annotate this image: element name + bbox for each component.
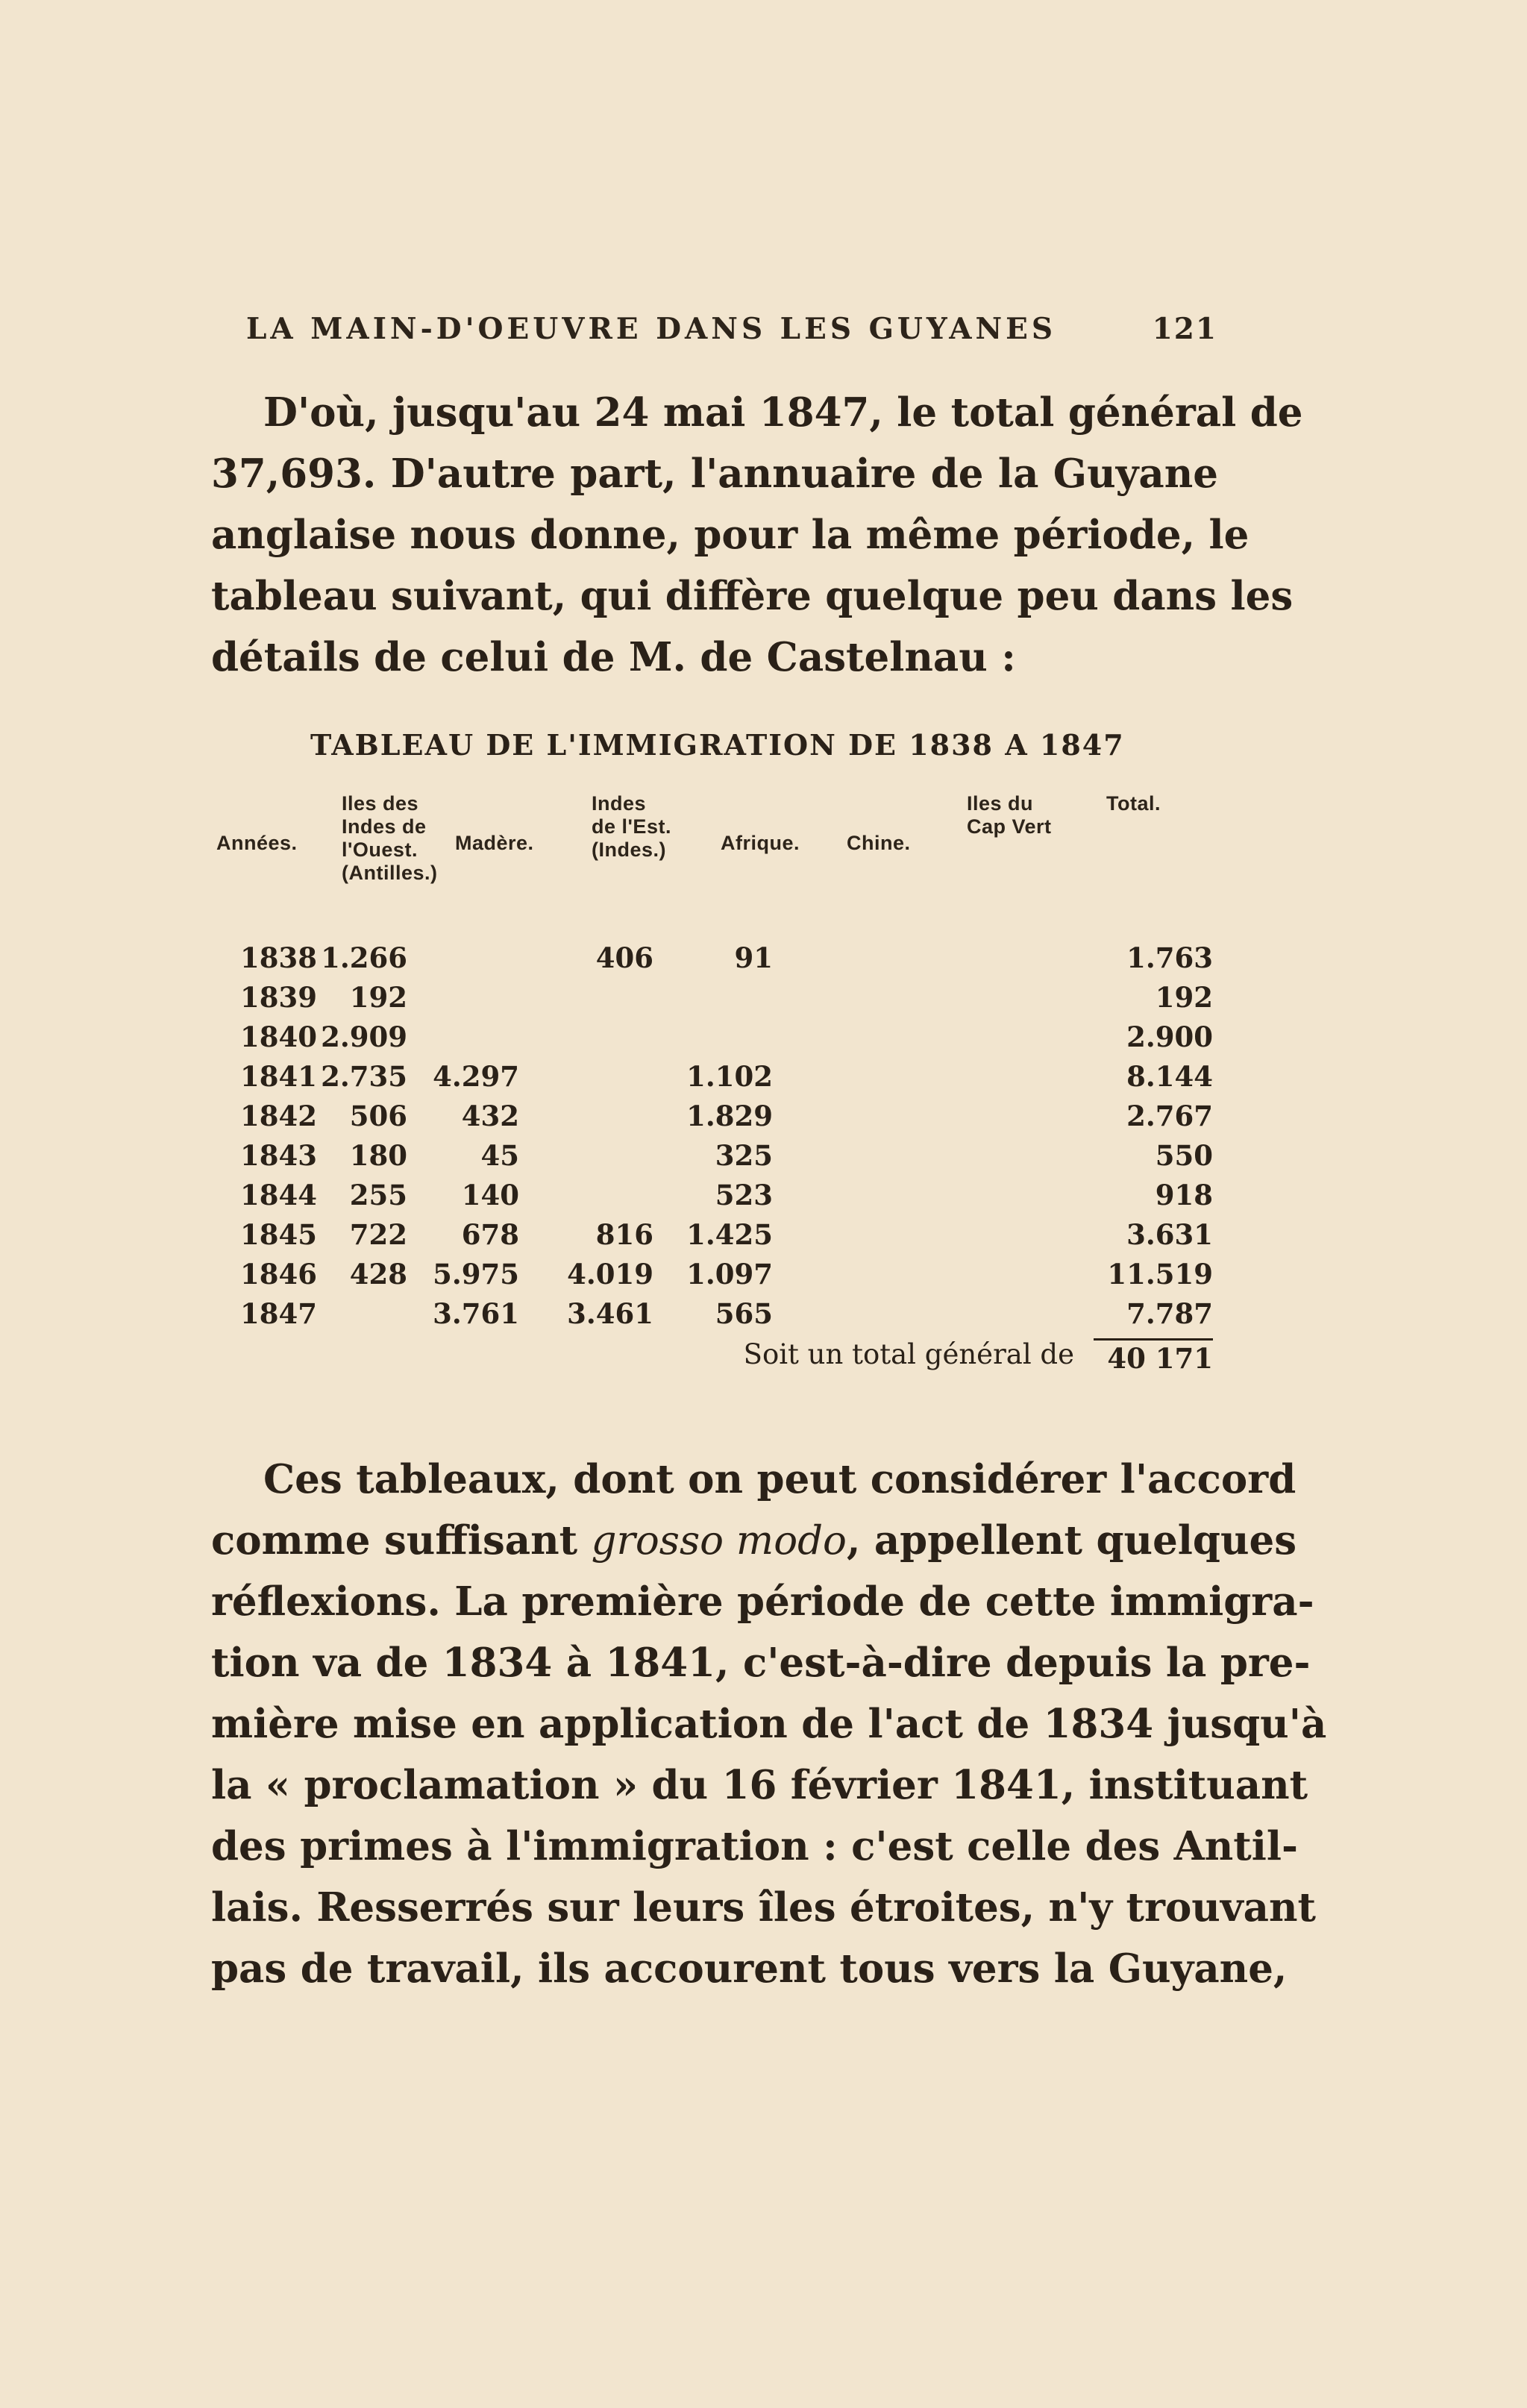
header-line: de l'Est. (592, 815, 671, 838)
header-total: Total. (1106, 792, 1161, 815)
antilles-cell: 192 (349, 981, 407, 1014)
text-segment: lais. Resserrés sur leurs îles étroites, n'y trouvant (211, 1884, 1316, 1931)
indes-cell: 3.461 (567, 1297, 653, 1330)
text-line (211, 1632, 1311, 1693)
indes-cell: 816 (595, 1218, 653, 1251)
antilles-cell: 2.735 (321, 1060, 407, 1093)
total-cell: 11.519 (1107, 1258, 1213, 1291)
body-paragraph (211, 1449, 1327, 1999)
antilles-cell: 722 (349, 1218, 407, 1251)
grand-total-label: Soit un total général de (743, 1338, 1074, 1370)
header-line: (Antilles.) (342, 862, 438, 884)
year-cell: 1847 (240, 1297, 317, 1330)
header-antilles (342, 792, 438, 885)
text-line (211, 1816, 1299, 1877)
text-line: détails de celui de M. de Castelnau : (211, 634, 1016, 680)
italic-phrase: grosso modo (591, 1518, 847, 1564)
table-row (216, 1100, 1213, 1139)
madere-cell: 4.297 (433, 1060, 519, 1093)
madere-cell: 3.761 (433, 1297, 519, 1330)
header-afrique: Afrique. (721, 832, 800, 854)
intro-paragraph (211, 382, 1303, 688)
text-line (211, 1693, 1327, 1755)
text-segment: réflexions. La première période de cette immigra- (211, 1578, 1314, 1625)
header-line: Cap Vert (967, 815, 1052, 838)
afrique-cell: 565 (715, 1297, 773, 1330)
table-row (216, 1179, 1213, 1218)
text-line (211, 1571, 1314, 1632)
total-cell: 3.631 (1126, 1218, 1213, 1251)
text-line: 37,693. D'autre part, l'annuaire de la Guyane (211, 451, 1218, 497)
madere-cell: 678 (461, 1218, 519, 1251)
madere-cell: 140 (461, 1179, 519, 1211)
header-cap-vert (967, 792, 1052, 838)
total-cell: 550 (1155, 1139, 1213, 1172)
total-cell: 7.787 (1126, 1297, 1213, 1330)
year-cell: 1845 (240, 1218, 317, 1251)
afrique-cell: 91 (734, 941, 773, 974)
antilles-cell: 428 (349, 1258, 407, 1291)
header-line: (Indes.) (592, 838, 667, 861)
header-line: Iles des (342, 792, 419, 815)
afrique-cell: 523 (715, 1179, 773, 1211)
year-cell: 1838 (240, 941, 317, 974)
table-row (216, 1297, 1213, 1337)
header-line: Iles du (967, 792, 1034, 815)
header-line: l'Ouest. (342, 838, 418, 861)
table-row (216, 1020, 1213, 1060)
text-segment: la « proclamation » du 16 février 1841, instituant (211, 1762, 1308, 1808)
text-segment: pas de travail, ils accourent tous vers la Guyane, (211, 1945, 1288, 1992)
antilles-cell: 180 (349, 1139, 407, 1172)
afrique-cell: 325 (715, 1139, 773, 1172)
text-line (211, 1449, 1296, 1510)
text-segment: comme suffisant (211, 1517, 592, 1564)
total-cell: 1.763 (1126, 941, 1213, 974)
text-line (211, 1938, 1288, 1999)
text-line (211, 1755, 1308, 1816)
madere-cell: 5.975 (433, 1258, 519, 1291)
running-head-title: LA MAIN-D'OEUVRE DANS LES GUYANES (246, 312, 1057, 346)
header-madere: Madère. (455, 832, 534, 854)
afrique-cell: 1.829 (686, 1100, 773, 1132)
year-cell: 1846 (240, 1258, 317, 1291)
text-segment: mière mise en application de l'act de 1834 jusqu'à (211, 1701, 1327, 1747)
antilles-cell: 506 (349, 1100, 407, 1132)
year-cell: 1842 (240, 1100, 317, 1132)
total-cell: 192 (1155, 981, 1213, 1014)
text-line: D'où, jusqu'au 24 mai 1847, le total général de (263, 389, 1303, 436)
header-line: Indes (592, 792, 647, 815)
table-row (216, 1060, 1213, 1100)
page-number: 121 (1152, 312, 1217, 346)
antilles-cell: 255 (349, 1179, 407, 1211)
total-cell: 2.767 (1126, 1100, 1213, 1132)
total-cell: 918 (1155, 1179, 1213, 1211)
antilles-cell: 2.909 (321, 1020, 407, 1053)
text-segment: des primes à l'immigration : c'est celle des Antil- (211, 1823, 1299, 1869)
text-line: anglaise nous donne, pour la même période, le (211, 512, 1249, 558)
indes-cell: 4.019 (567, 1258, 653, 1291)
grand-total-value: 40 171 (1094, 1338, 1213, 1375)
text-segment: , appellent quelques (846, 1517, 1297, 1564)
madere-cell: 432 (461, 1100, 519, 1132)
grand-total-line (216, 1338, 1213, 1376)
text-segment: tion va de 1834 à 1841, c'est-à-dire depuis la pre- (211, 1640, 1311, 1686)
total-cell: 8.144 (1126, 1060, 1213, 1093)
table-row (216, 1258, 1213, 1297)
table-row (216, 1218, 1213, 1258)
table-title: TABLEAU DE L'IMMIGRATION DE 1838 A 1847 (310, 728, 1125, 762)
year-cell: 1839 (240, 981, 317, 1014)
antilles-cell: 1.266 (321, 941, 407, 974)
table-row (216, 941, 1213, 981)
header-chine: Chine. (847, 832, 911, 854)
text-line: tableau suivant, qui diffère quelque peu dans les (211, 573, 1294, 619)
text-segment: Ces tableaux, dont on peut considérer l'accord (263, 1456, 1296, 1502)
header-line: Indes de (342, 815, 427, 838)
text-line (211, 1877, 1316, 1938)
madere-cell: 45 (480, 1139, 519, 1172)
year-cell: 1841 (240, 1060, 317, 1093)
year-cell: 1844 (240, 1179, 317, 1211)
year-cell: 1840 (240, 1020, 317, 1053)
table-row (216, 981, 1213, 1020)
total-cell: 2.900 (1126, 1020, 1213, 1053)
header-annees: Années. (216, 832, 298, 854)
header-indes-est (592, 792, 671, 862)
text-line (211, 1510, 1297, 1571)
afrique-cell: 1.097 (686, 1258, 773, 1291)
table-body (216, 941, 1213, 1337)
year-cell: 1843 (240, 1139, 317, 1172)
table-row (216, 1139, 1213, 1179)
indes-cell: 406 (595, 941, 653, 974)
afrique-cell: 1.425 (686, 1218, 773, 1251)
running-head (246, 312, 1217, 346)
afrique-cell: 1.102 (686, 1060, 773, 1093)
